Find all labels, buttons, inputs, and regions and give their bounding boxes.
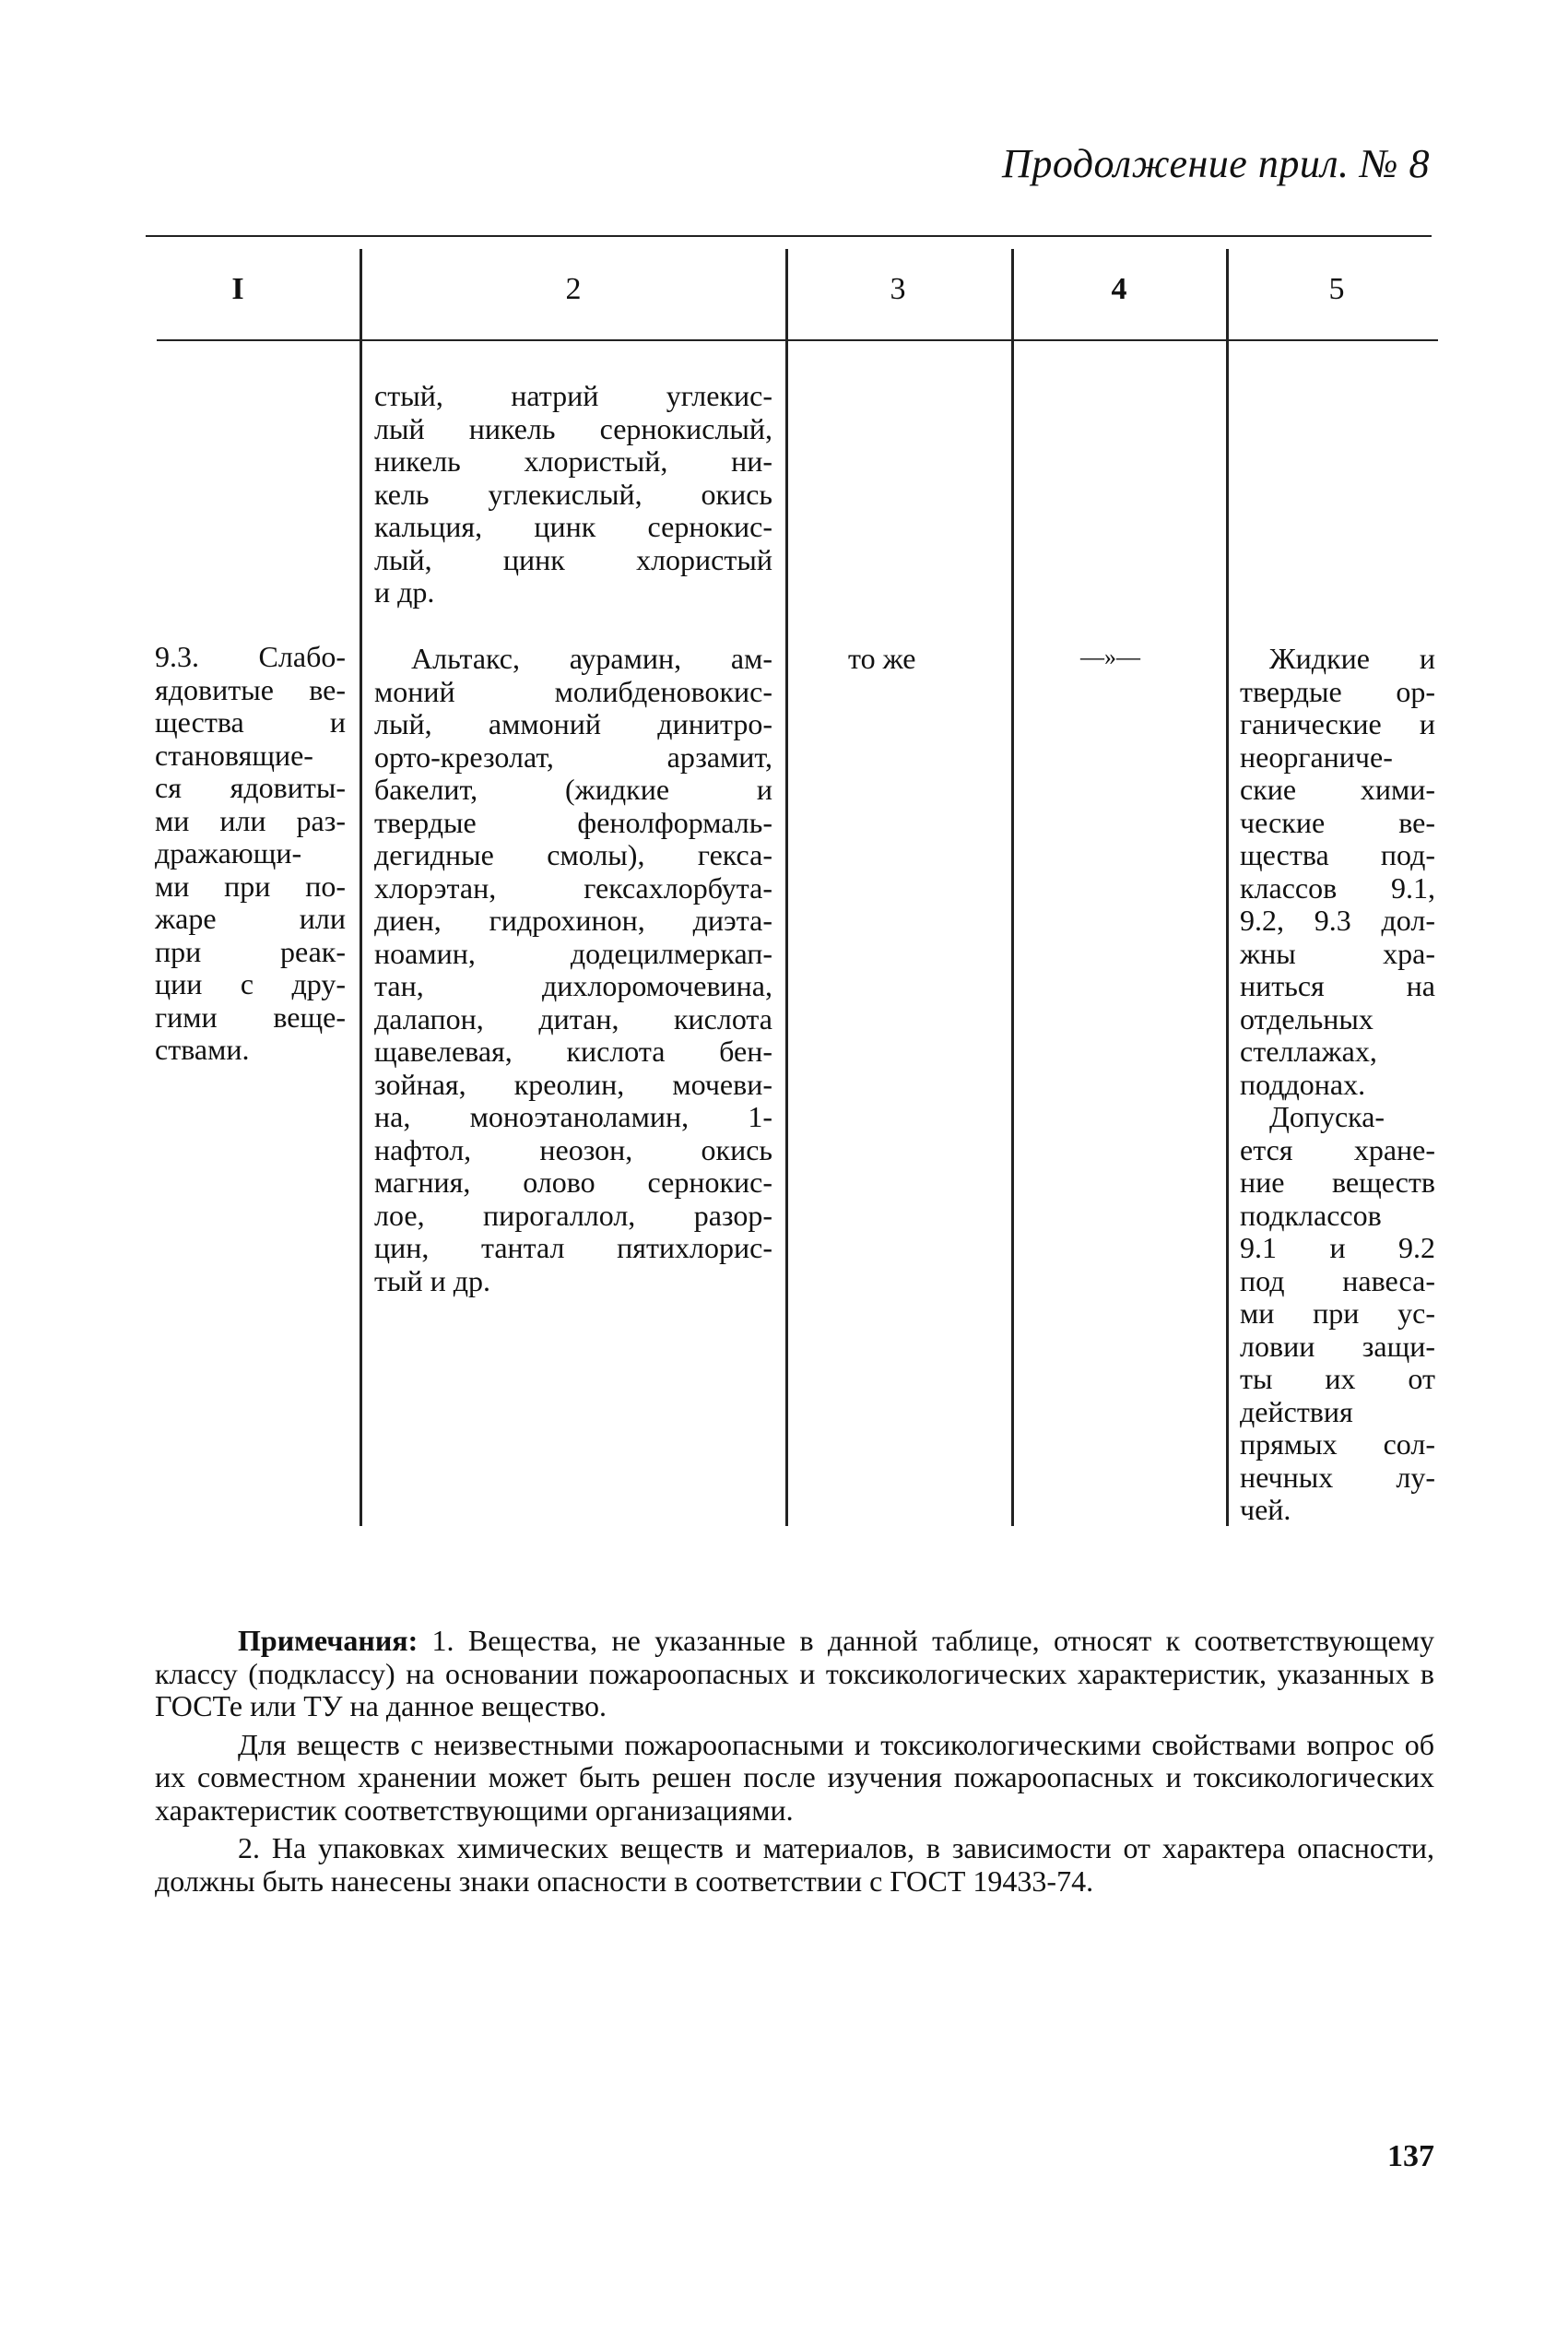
word: олово: [523, 1166, 595, 1199]
text-line: тый и др.: [374, 1263, 491, 1297]
row-9-3-col1: [155, 641, 346, 1067]
text-line: [155, 968, 346, 1001]
text-line: [374, 1035, 772, 1069]
text-line: [374, 413, 772, 446]
word: смолы),: [547, 838, 645, 871]
text-line: чей.: [1240, 1493, 1291, 1526]
word: щавелевая,: [374, 1035, 513, 1068]
word: арзамит,: [666, 740, 772, 774]
word: кислота: [674, 1001, 772, 1035]
word: магния,: [374, 1166, 471, 1199]
text-line: [1240, 1166, 1435, 1200]
text-line: Допуска-: [1269, 1100, 1385, 1133]
word: ус-: [1397, 1296, 1435, 1330]
text-line: [1240, 938, 1435, 971]
word: динитро-: [657, 707, 772, 740]
word: навеса-: [1342, 1263, 1435, 1297]
word: ядовитые: [155, 672, 274, 706]
text-line: [155, 641, 346, 674]
text-line: [1240, 676, 1435, 709]
text-line: [374, 1200, 772, 1233]
text-line: [1240, 1134, 1435, 1167]
word: фенолформаль-: [577, 805, 772, 839]
word: окись: [701, 477, 772, 511]
text-line: [374, 905, 772, 938]
word: и: [1419, 642, 1435, 675]
text-line: [374, 741, 772, 775]
row-9-3-col4: —»—: [1080, 644, 1140, 670]
word: моний: [374, 674, 455, 708]
table-header-rule: [157, 339, 1438, 341]
word: ние: [1240, 1166, 1285, 1199]
word: ам-: [730, 642, 772, 675]
word: ядовиты-: [230, 771, 346, 804]
text-line: [374, 807, 772, 840]
notes-label: Примечания:: [238, 1624, 419, 1657]
text-line: [1240, 1428, 1435, 1461]
word: при: [1313, 1296, 1360, 1330]
word: 1-: [748, 1100, 772, 1133]
word: хлористый: [636, 542, 772, 576]
word: никель: [374, 444, 461, 478]
text-line: [374, 1232, 772, 1265]
word: по-: [305, 869, 346, 903]
word: Жидкие: [1269, 642, 1370, 675]
text-line: [374, 1134, 772, 1167]
running-title: Продолжение прил. № 8: [1002, 141, 1430, 186]
text-line: [374, 1101, 772, 1134]
word: дол-: [1381, 904, 1435, 937]
word: веществ: [1331, 1166, 1435, 1199]
word: твердые: [1240, 674, 1342, 708]
word: далапон,: [374, 1001, 484, 1035]
column-number-5: 5: [1328, 272, 1345, 306]
text-line: [374, 380, 772, 413]
notes-section: [155, 1625, 1434, 1903]
column-separator-4: [1226, 249, 1229, 1526]
text-line: [374, 1069, 772, 1102]
word: хими-: [1360, 773, 1435, 806]
column-separator-1: [360, 249, 362, 1526]
word: разор-: [693, 1198, 772, 1232]
word: на,: [374, 1100, 411, 1133]
word: диэта-: [692, 904, 772, 937]
word: бен-: [719, 1035, 772, 1068]
text-line: дражающи-: [155, 836, 302, 870]
row-9-3-col3: то же: [848, 642, 916, 675]
word: лый,: [374, 707, 432, 740]
word: твердые: [374, 805, 477, 839]
word: классов: [1240, 870, 1338, 905]
text-line: [1240, 807, 1435, 840]
word: щества: [155, 705, 244, 739]
text-line: [155, 706, 346, 740]
word: жны: [1240, 936, 1296, 970]
text-line: [374, 511, 772, 544]
word: гекса-: [697, 838, 772, 871]
word: кальция,: [374, 510, 483, 543]
word: реак-: [280, 934, 346, 968]
word: натрий: [511, 379, 599, 412]
word: пятихлорис-: [617, 1231, 772, 1264]
text-line: становящие-: [155, 738, 313, 772]
text-line: неорганиче-: [1240, 740, 1393, 774]
word: дихлоромочевина,: [541, 969, 772, 1002]
word: хлористый,: [524, 444, 668, 478]
word: цин,: [374, 1231, 430, 1264]
word: кислота: [566, 1035, 666, 1068]
text-line: [1240, 1297, 1435, 1331]
text-line: [155, 870, 346, 904]
word: гими: [155, 1000, 218, 1034]
word: аурамин,: [569, 642, 682, 675]
word: дитан,: [538, 1001, 619, 1035]
word: 9.3.: [155, 640, 199, 673]
text-line: [155, 1001, 346, 1035]
word: ор-: [1396, 674, 1435, 708]
word: на: [1406, 969, 1435, 1002]
text-line: стеллажах,: [1240, 1035, 1377, 1068]
text-line: [374, 676, 772, 709]
word: прямых: [1240, 1427, 1338, 1461]
text-line: [1240, 1461, 1435, 1495]
word: ческие: [1240, 805, 1326, 839]
word: лый: [374, 411, 425, 445]
text-line: [1240, 1363, 1435, 1396]
text-line: [374, 544, 772, 577]
word: тантал: [480, 1231, 565, 1264]
word: при: [155, 934, 202, 968]
word: ся: [155, 771, 182, 804]
word: пирогаллол,: [482, 1198, 636, 1232]
word: лый,: [374, 542, 432, 576]
word: 9.3: [1314, 904, 1351, 937]
text-line: [1240, 970, 1435, 1003]
word: защи-: [1362, 1329, 1435, 1363]
word: ноамин,: [374, 936, 476, 970]
word: хране-: [1353, 1132, 1435, 1166]
column-number-4: 4: [1111, 272, 1127, 306]
word: под: [1240, 1263, 1285, 1297]
word: диен,: [374, 904, 442, 937]
text-line: [1240, 774, 1435, 807]
word: ми: [155, 803, 190, 837]
text-line: отдельных: [1240, 1001, 1373, 1035]
word: ми: [1240, 1296, 1275, 1330]
word: сернокис-: [647, 1166, 772, 1199]
text-line: [1240, 1265, 1435, 1298]
word: гексахлорбута-: [584, 870, 772, 905]
row-9-3-col2: [374, 643, 772, 1297]
word: нечных: [1240, 1460, 1334, 1494]
text-line: [1240, 839, 1435, 872]
word: 9.2: [1398, 1231, 1435, 1264]
text-line: [374, 938, 772, 971]
word: дру-: [291, 967, 346, 1000]
word: и: [756, 773, 772, 806]
word: зойная,: [374, 1067, 466, 1101]
word: или: [299, 902, 346, 935]
word: ми: [155, 869, 190, 903]
word: их: [1325, 1362, 1356, 1395]
text-line: ствами.: [155, 1033, 250, 1066]
word: (жидкие: [564, 773, 670, 806]
text-line: [374, 774, 772, 807]
column-number-2: 2: [565, 272, 582, 306]
word: стый,: [374, 379, 443, 412]
word: и: [329, 705, 346, 739]
word: бакелит,: [374, 773, 478, 806]
column-number-1: I: [231, 272, 244, 306]
text-line: и др.: [374, 575, 435, 609]
word: ве-: [309, 672, 346, 706]
column-separator-3: [1011, 249, 1014, 1526]
word: ве-: [1398, 805, 1435, 839]
word: орто-крезолат,: [374, 740, 554, 774]
word: углекислый,: [488, 477, 643, 511]
column-number-3: 3: [890, 272, 906, 306]
word: веще-: [273, 1000, 346, 1034]
word: сернокислый,: [599, 411, 772, 445]
word: сернокис-: [647, 510, 772, 543]
text-line: поддонах.: [1240, 1067, 1366, 1101]
word: гидрохинон,: [489, 904, 645, 937]
word: ни-: [731, 444, 772, 478]
word: 9.1,: [1391, 870, 1435, 905]
word: хлорэтан,: [374, 870, 497, 905]
column-separator-2: [785, 249, 788, 1526]
text-line: [1240, 872, 1435, 905]
text-line: [374, 445, 772, 479]
word: никель: [468, 411, 556, 445]
text-line: [374, 970, 772, 1003]
word: креолин,: [513, 1067, 625, 1101]
word: при: [224, 869, 271, 903]
word: цинк: [502, 542, 565, 576]
word: нафтол,: [374, 1132, 472, 1166]
word: тан,: [374, 969, 424, 1002]
word: ловии: [1240, 1329, 1315, 1363]
text-line: [1240, 905, 1435, 938]
word: цинк: [534, 510, 596, 543]
word: Слабо-: [258, 640, 346, 673]
text-line: [1240, 1232, 1435, 1265]
word: додецилмеркап-: [570, 936, 772, 970]
word: неозон,: [539, 1132, 633, 1166]
word: 9.1: [1240, 1231, 1277, 1264]
row-9-3-col5: [1240, 643, 1435, 1527]
word: хра-: [1383, 936, 1435, 970]
word: лое,: [374, 1198, 425, 1232]
table-top-rule: [146, 235, 1432, 237]
word: аммоний: [488, 707, 601, 740]
word: углекис-: [666, 379, 772, 412]
word: окись: [701, 1132, 772, 1166]
word: ты: [1240, 1362, 1273, 1395]
text-line: [1240, 708, 1435, 741]
text-line: [155, 772, 346, 805]
word: щества: [1240, 838, 1329, 871]
note-1-paragraph-2: Для веществ с неизвестными пожароопасными и токсикологическими свойствами вопрос об их совместном хранении может быть решен после изучения пожароопасных и токсикологических характеристик соответствующими организациями.: [155, 1727, 1434, 1827]
note-1-text: 1. Вещества, не указанные в данной таблице, относят к соответствующему классу (подклассу) на основании пожароопасных и токсикологических характеристик, указанных в ГОСТе или ТУ на данное вещество.: [155, 1624, 1435, 1722]
text-line: [374, 643, 772, 676]
word: и: [1329, 1231, 1346, 1264]
page-number: 137: [1387, 2139, 1434, 2173]
word: кель: [374, 477, 430, 511]
word: от: [1408, 1362, 1435, 1395]
text-line: [1240, 643, 1435, 676]
word: молибденовокис-: [554, 674, 772, 708]
text-line: [374, 1003, 772, 1036]
note-1: [155, 1625, 1434, 1723]
text-line: [1240, 1331, 1435, 1364]
text-line: [374, 479, 772, 512]
text-line: [155, 674, 346, 707]
text-line: [155, 936, 346, 969]
note-2: 2. На упаковках химических веществ и материалов, в зависимости от характера опасности, должны быть нанесены знаки опасности в соответствии с ГОСТ 19433-74.: [155, 1831, 1434, 1898]
text-line: подклассов: [1240, 1198, 1382, 1232]
word: ские: [1240, 773, 1297, 806]
word: и: [1419, 707, 1435, 740]
continued-row-col2: [374, 380, 772, 609]
word: лу-: [1396, 1460, 1435, 1494]
text-line: [374, 872, 772, 905]
text-line: [155, 903, 346, 936]
word: Альтакс,: [411, 642, 520, 675]
word: моноэтаноламин,: [469, 1100, 690, 1133]
text-line: действия: [1240, 1394, 1353, 1428]
word: под-: [1380, 838, 1435, 871]
text-line: [374, 1166, 772, 1200]
word: ганические: [1240, 707, 1382, 740]
word: 9.2,: [1240, 904, 1284, 937]
word: мочеви-: [672, 1067, 772, 1101]
text-line: [374, 839, 772, 872]
word: ниться: [1240, 969, 1325, 1002]
word: сол-: [1383, 1427, 1435, 1461]
word: раз-: [296, 803, 346, 837]
word: ется: [1240, 1132, 1293, 1166]
word: или: [219, 803, 266, 837]
text-line: [374, 708, 772, 741]
word: дегидные: [374, 838, 494, 871]
word: ции: [155, 967, 203, 1000]
word: жаре: [155, 902, 217, 935]
word: с: [240, 967, 254, 1000]
text-line: [155, 805, 346, 838]
